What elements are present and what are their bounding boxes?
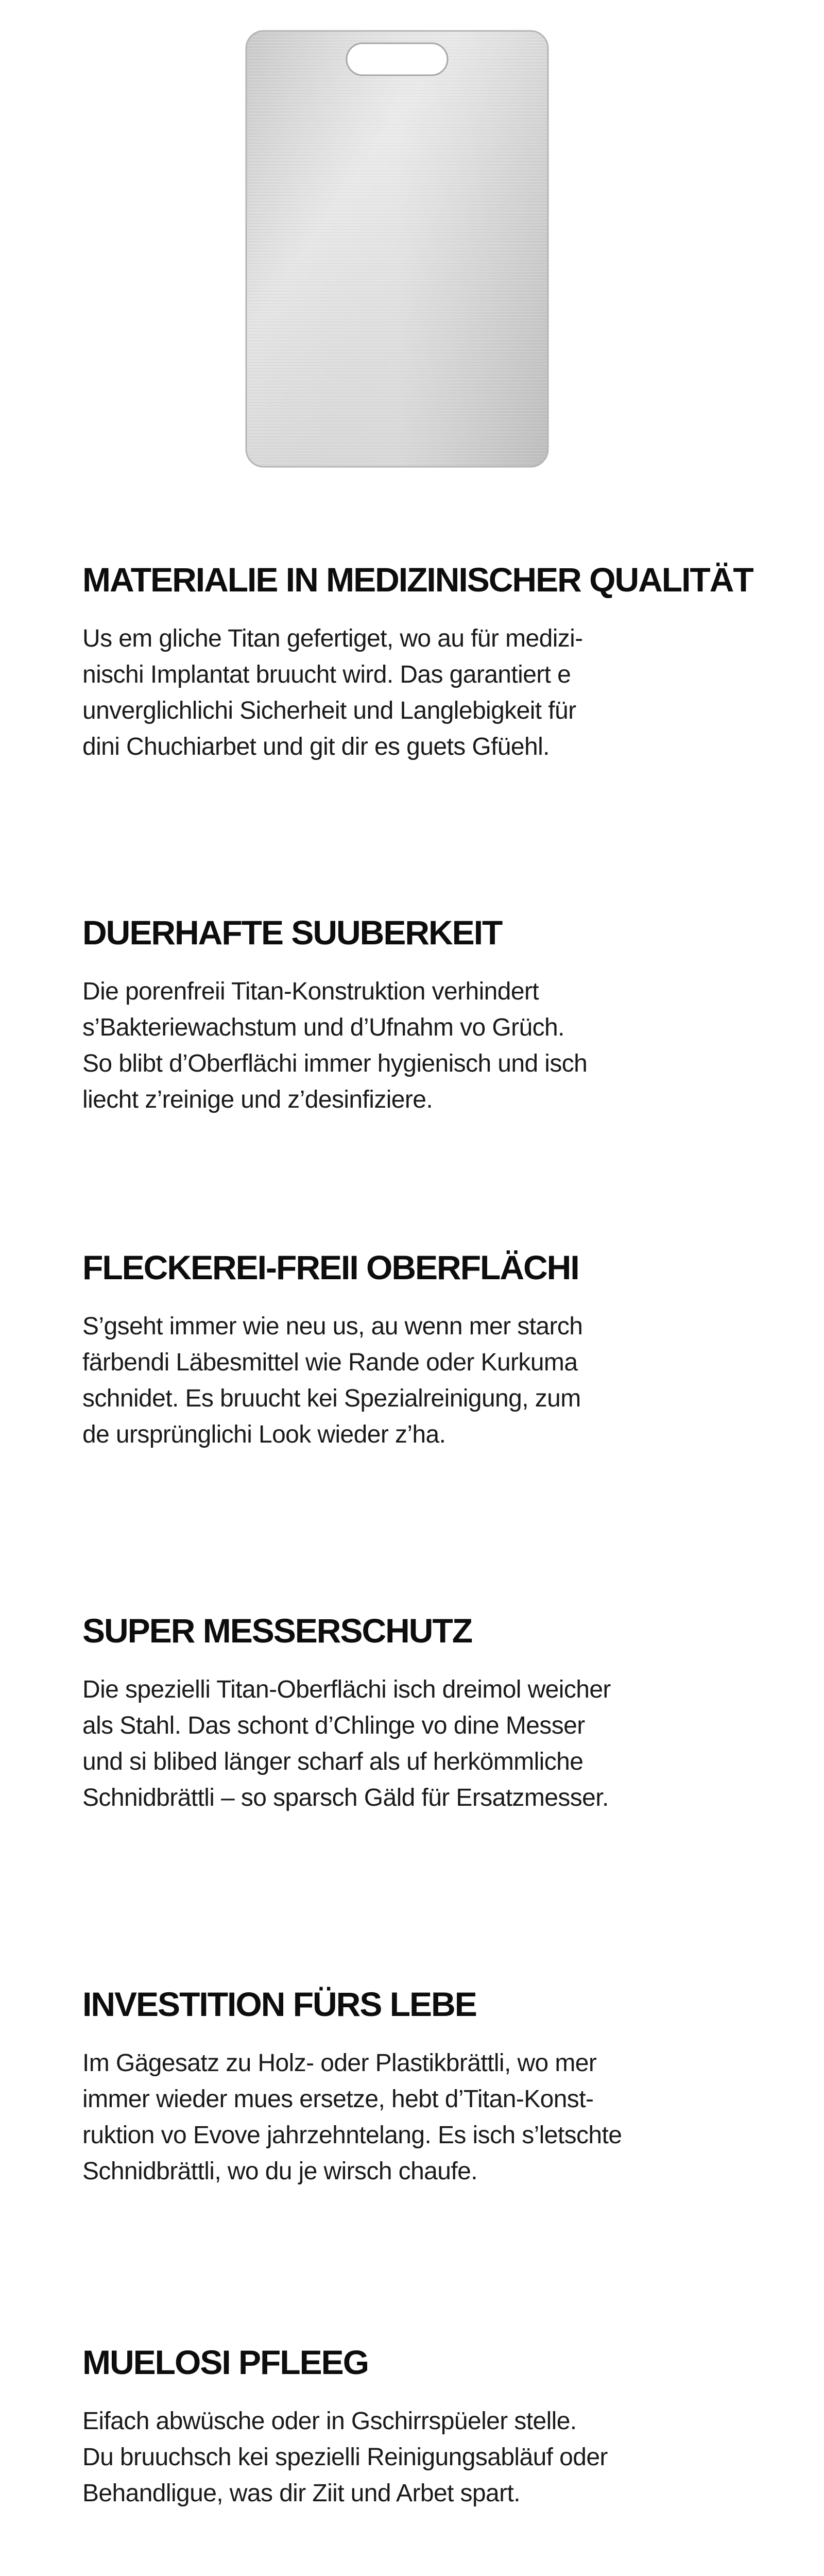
feature-description-line: und si blibed länger scharf als uf herkömmliche: [82, 1748, 583, 1775]
feature-description-line: s’Bakteriewachstum und d’Ufnahm vo Grüch.: [82, 1014, 564, 1041]
feature-title: INVESTITION FÜRS LEBE: [82, 1985, 476, 2023]
feature-description-line: unverglichlichi Sicherheit und Langlebigkeit für: [82, 697, 576, 724]
feature-description: [82, 1672, 803, 1816]
feature-effortless-care: [82, 2342, 803, 2512]
feature-description-line: So blibt d’Oberflächi immer hygienisch und isch: [82, 1050, 588, 1077]
feature-description-line: schnidet. Es bruucht kei Spezialreinigung, zum: [82, 1385, 581, 1412]
feature-title: MUELOSI PFLEEG: [82, 2343, 369, 2381]
feature-description-line: nischi Implantat bruucht wird. Das garantiert e: [82, 661, 571, 688]
feature-description: [82, 1309, 803, 1453]
feature-title: MATERIALIE IN MEDIZINISCHER QUALITÄT: [82, 561, 753, 599]
feature-description-line: Schnidbrättli, wo du je wirsch chaufe.: [82, 2158, 477, 2185]
feature-title: DUERHAFTE SUUBERKEIT: [82, 913, 502, 952]
feature-description-line: Us em gliche Titan gefertiget, wo au für medizi-: [82, 625, 583, 652]
cutting-board-illustration: [245, 30, 549, 468]
feature-description-line: als Stahl. Das schont d’Chlinge vo dine Messer: [82, 1712, 585, 1739]
feature-description-line: dini Chuchiarbet und git dir es guets Gfüehl.: [82, 733, 550, 760]
feature-description: [82, 974, 803, 1118]
feature-title: FLECKEREI-FREII OBERFLÄCHI: [82, 1248, 579, 1286]
feature-lasting-cleanliness: [82, 912, 803, 1118]
feature-description-line: Die spezielli Titan-Oberflächi isch dreimol weicher: [82, 1676, 611, 1703]
feature-description-line: Die porenfreii Titan-Konstruktion verhindert: [82, 978, 539, 1005]
feature-description: [82, 2045, 803, 2190]
feature-description-line: Schnidbrättli – so sparsch Gäld für Ersatzmesser.: [82, 1784, 609, 1811]
feature-stain-free-surface: [82, 1247, 803, 1453]
feature-description-line: immer wieder mues ersetze, hebt d’Titan-Konst-: [82, 2086, 594, 2113]
feature-description-line: liecht z’reinige und z’desinfiziere.: [82, 1086, 433, 1113]
feature-lifetime-investment: [82, 1984, 803, 2190]
feature-description-line: S’gseht immer wie neu us, au wenn mer starch: [82, 1313, 583, 1340]
feature-description-line: Eifach abwüsche oder in Gschirrspüeler stelle.: [82, 2408, 577, 2435]
feature-title: SUPER MESSERSCHUTZ: [82, 1612, 472, 1650]
feature-description: [82, 621, 803, 765]
cutting-board-image: [245, 30, 549, 468]
feature-description-line: Du bruuchsch kei spezielli Reinigungsabläuf oder: [82, 2444, 608, 2471]
feature-description-line: Behandligue, was dir Ziit und Arbet spart.: [82, 2480, 520, 2507]
feature-description: [82, 2403, 803, 2512]
feature-description-line: Im Gägesatz zu Holz- oder Plastikbrättli, wo mer: [82, 2049, 597, 2077]
feature-description-line: färbendi Läbesmittel wie Rande oder Kurkuma: [82, 1349, 578, 1376]
feature-description-line: ruktion vo Evove jahrzehntelang. Es isch s’letschte: [82, 2122, 622, 2149]
feature-description-line: de ursprünglichi Look wieder z’ha.: [82, 1421, 446, 1448]
feature-medical-grade-material: [82, 559, 803, 765]
feature-knife-protection: [82, 1610, 803, 1816]
